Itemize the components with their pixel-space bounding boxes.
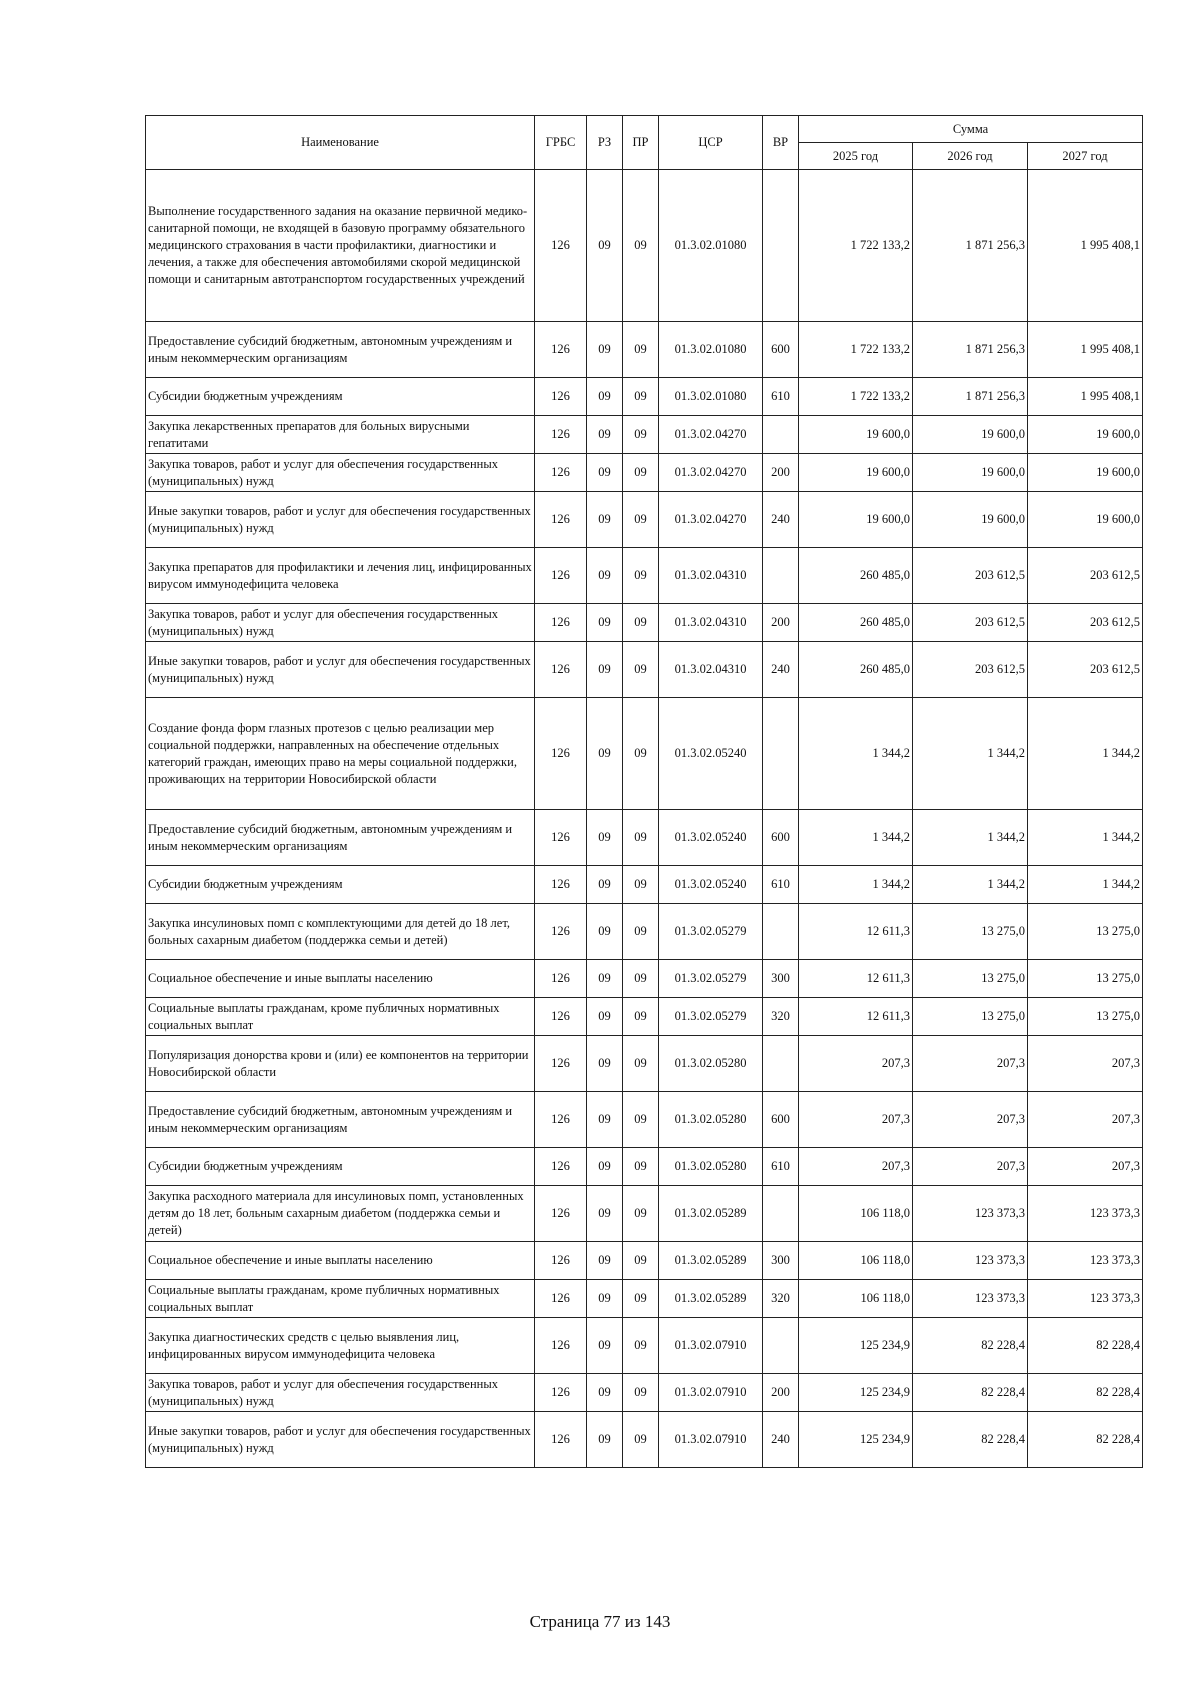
row-rz: 09 [587, 1412, 623, 1468]
row-csr: 01.3.02.05289 [659, 1242, 763, 1280]
row-pr: 09 [623, 904, 659, 960]
row-sum-2027: 203 612,5 [1028, 642, 1143, 698]
row-name: Выполнение государственного задания на оказание первичной медико-санитарной помощи, не входящей в базовую программу обязательного медицинского страхования в части профилактики, диагностики и лечения, а также для обеспечения автомобилями скорой медицинской помощи и санитарным автотранспортом государственных учреждений [146, 170, 535, 322]
header-sum: Сумма [799, 116, 1143, 143]
row-sum-2026: 1 871 256,3 [913, 378, 1028, 416]
row-name: Закупка инсулиновых помп с комплектующими для детей до 18 лет, больных сахарным диабетом (поддержка семьи и детей) [146, 904, 535, 960]
row-name: Социальное обеспечение и иные выплаты населению [146, 960, 535, 998]
table-row [146, 170, 1143, 322]
row-sum-2025: 19 600,0 [799, 454, 913, 492]
row-pr: 09 [623, 170, 659, 322]
row-rz: 09 [587, 416, 623, 454]
row-sum-2027: 1 344,2 [1028, 698, 1143, 810]
row-vr: 200 [763, 454, 799, 492]
row-pr: 09 [623, 1318, 659, 1374]
row-csr: 01.3.02.01080 [659, 378, 763, 416]
row-sum-2025: 125 234,9 [799, 1412, 913, 1468]
row-csr: 01.3.02.04270 [659, 492, 763, 548]
row-sum-2027: 82 228,4 [1028, 1412, 1143, 1468]
row-vr: 610 [763, 866, 799, 904]
header-pr: ПР [623, 116, 659, 170]
row-pr: 09 [623, 1092, 659, 1148]
header-2026: 2026 год [913, 143, 1028, 170]
row-csr: 01.3.02.07910 [659, 1374, 763, 1412]
table-row [146, 1280, 1143, 1318]
row-sum-2025: 106 118,0 [799, 1242, 913, 1280]
row-sum-2026: 82 228,4 [913, 1412, 1028, 1468]
row-grbs: 126 [535, 1374, 587, 1412]
row-vr: 300 [763, 1242, 799, 1280]
row-csr: 01.3.02.01080 [659, 170, 763, 322]
row-pr: 09 [623, 378, 659, 416]
row-sum-2026: 207,3 [913, 1092, 1028, 1148]
row-sum-2025: 12 611,3 [799, 904, 913, 960]
header-name: Наименование [146, 116, 535, 170]
row-grbs: 126 [535, 378, 587, 416]
row-sum-2027: 13 275,0 [1028, 998, 1143, 1036]
row-name: Субсидии бюджетным учреждениям [146, 378, 535, 416]
row-sum-2027: 203 612,5 [1028, 604, 1143, 642]
row-sum-2025: 260 485,0 [799, 604, 913, 642]
row-rz: 09 [587, 810, 623, 866]
row-sum-2027: 207,3 [1028, 1092, 1143, 1148]
row-pr: 09 [623, 1412, 659, 1468]
row-csr: 01.3.02.04310 [659, 642, 763, 698]
row-rz: 09 [587, 454, 623, 492]
row-grbs: 126 [535, 1036, 587, 1092]
row-sum-2027: 1 344,2 [1028, 810, 1143, 866]
header-csr: ЦСР [659, 116, 763, 170]
table-row [146, 1374, 1143, 1412]
row-rz: 09 [587, 998, 623, 1036]
row-rz: 09 [587, 866, 623, 904]
row-csr: 01.3.02.04270 [659, 454, 763, 492]
row-rz: 09 [587, 604, 623, 642]
row-grbs: 126 [535, 960, 587, 998]
row-sum-2026: 82 228,4 [913, 1318, 1028, 1374]
row-sum-2025: 1 344,2 [799, 810, 913, 866]
row-pr: 09 [623, 698, 659, 810]
row-sum-2025: 1 722 133,2 [799, 170, 913, 322]
row-rz: 09 [587, 1148, 623, 1186]
table-row [146, 454, 1143, 492]
row-grbs: 126 [535, 866, 587, 904]
row-sum-2026: 123 373,3 [913, 1242, 1028, 1280]
row-grbs: 126 [535, 904, 587, 960]
row-sum-2027: 19 600,0 [1028, 416, 1143, 454]
table-row [146, 604, 1143, 642]
row-pr: 09 [623, 998, 659, 1036]
row-name: Субсидии бюджетным учреждениям [146, 866, 535, 904]
row-sum-2025: 12 611,3 [799, 998, 913, 1036]
row-name: Предоставление субсидий бюджетным, автономным учреждениям и иным некоммерческим организациям [146, 322, 535, 378]
row-grbs: 126 [535, 322, 587, 378]
page-number: Страница 77 из 143 [529, 1612, 671, 1631]
row-sum-2027: 123 373,3 [1028, 1280, 1143, 1318]
table-row [146, 642, 1143, 698]
table-row [146, 548, 1143, 604]
row-sum-2026: 1 871 256,3 [913, 322, 1028, 378]
row-sum-2026: 82 228,4 [913, 1374, 1028, 1412]
row-vr [763, 698, 799, 810]
row-rz: 09 [587, 642, 623, 698]
row-vr: 610 [763, 378, 799, 416]
row-vr: 240 [763, 492, 799, 548]
row-sum-2026: 207,3 [913, 1036, 1028, 1092]
table-row [146, 1092, 1143, 1148]
row-rz: 09 [587, 698, 623, 810]
row-sum-2027: 1 344,2 [1028, 866, 1143, 904]
row-name: Иные закупки товаров, работ и услуг для обеспечения государственных (муниципальных) нужд [146, 642, 535, 698]
row-grbs: 126 [535, 1148, 587, 1186]
row-sum-2025: 207,3 [799, 1148, 913, 1186]
table-row [146, 1148, 1143, 1186]
row-name: Социальное обеспечение и иные выплаты населению [146, 1242, 535, 1280]
row-pr: 09 [623, 548, 659, 604]
row-vr [763, 1036, 799, 1092]
row-vr: 320 [763, 1280, 799, 1318]
row-csr: 01.3.02.07910 [659, 1318, 763, 1374]
row-sum-2026: 1 871 256,3 [913, 170, 1028, 322]
row-rz: 09 [587, 1280, 623, 1318]
row-sum-2027: 203 612,5 [1028, 548, 1143, 604]
row-sum-2026: 203 612,5 [913, 604, 1028, 642]
row-sum-2027: 123 373,3 [1028, 1242, 1143, 1280]
row-sum-2026: 1 344,2 [913, 698, 1028, 810]
row-pr: 09 [623, 866, 659, 904]
row-rz: 09 [587, 322, 623, 378]
row-sum-2026: 1 344,2 [913, 866, 1028, 904]
row-sum-2026: 203 612,5 [913, 548, 1028, 604]
row-vr [763, 170, 799, 322]
row-vr: 600 [763, 1092, 799, 1148]
row-csr: 01.3.02.05280 [659, 1148, 763, 1186]
row-sum-2026: 123 373,3 [913, 1186, 1028, 1242]
row-sum-2026: 207,3 [913, 1148, 1028, 1186]
row-sum-2027: 19 600,0 [1028, 454, 1143, 492]
row-pr: 09 [623, 960, 659, 998]
row-grbs: 126 [535, 998, 587, 1036]
row-csr: 01.3.02.05279 [659, 998, 763, 1036]
header-rz: РЗ [587, 116, 623, 170]
row-sum-2025: 19 600,0 [799, 416, 913, 454]
row-sum-2025: 19 600,0 [799, 492, 913, 548]
row-vr: 600 [763, 810, 799, 866]
row-rz: 09 [587, 492, 623, 548]
row-grbs: 126 [535, 548, 587, 604]
row-name: Иные закупки товаров, работ и услуг для обеспечения государственных (муниципальных) нужд [146, 492, 535, 548]
table-row [146, 1412, 1143, 1468]
row-name: Закупка диагностических средств с целью выявления лиц, инфицированных вирусом иммунодефицита человека [146, 1318, 535, 1374]
row-pr: 09 [623, 1186, 659, 1242]
row-name: Предоставление субсидий бюджетным, автономным учреждениям и иным некоммерческим организациям [146, 810, 535, 866]
header-vr: ВР [763, 116, 799, 170]
row-sum-2027: 1 995 408,1 [1028, 378, 1143, 416]
row-sum-2026: 19 600,0 [913, 454, 1028, 492]
row-rz: 09 [587, 1374, 623, 1412]
row-vr: 240 [763, 1412, 799, 1468]
row-csr: 01.3.02.05279 [659, 904, 763, 960]
row-name: Закупка товаров, работ и услуг для обеспечения государственных (муниципальных) нужд [146, 604, 535, 642]
row-rz: 09 [587, 378, 623, 416]
row-vr: 300 [763, 960, 799, 998]
row-vr: 200 [763, 604, 799, 642]
table-row [146, 810, 1143, 866]
row-pr: 09 [623, 1036, 659, 1092]
row-sum-2025: 1 722 133,2 [799, 322, 913, 378]
row-grbs: 126 [535, 1412, 587, 1468]
row-sum-2025: 207,3 [799, 1036, 913, 1092]
row-grbs: 126 [535, 416, 587, 454]
row-pr: 09 [623, 642, 659, 698]
row-pr: 09 [623, 416, 659, 454]
row-sum-2025: 106 118,0 [799, 1186, 913, 1242]
row-sum-2025: 260 485,0 [799, 548, 913, 604]
row-name: Закупка товаров, работ и услуг для обеспечения государственных (муниципальных) нужд [146, 1374, 535, 1412]
row-grbs: 126 [535, 604, 587, 642]
row-vr [763, 416, 799, 454]
row-grbs: 126 [535, 170, 587, 322]
row-name: Закупка лекарственных препаратов для больных вирусными гепатитами [146, 416, 535, 454]
row-sum-2027: 13 275,0 [1028, 960, 1143, 998]
row-sum-2026: 13 275,0 [913, 960, 1028, 998]
row-rz: 09 [587, 1036, 623, 1092]
budget-table [145, 115, 1143, 1468]
row-sum-2025: 106 118,0 [799, 1280, 913, 1318]
row-name: Создание фонда форм глазных протезов с целью реализации мер социальной поддержки, направленных на обеспечение отдельных категорий граждан, имеющих право на меры социальной поддержки, проживающих на территории Новосибирской области [146, 698, 535, 810]
row-csr: 01.3.02.05240 [659, 810, 763, 866]
table-row [146, 1186, 1143, 1242]
row-sum-2027: 123 373,3 [1028, 1186, 1143, 1242]
row-sum-2027: 82 228,4 [1028, 1374, 1143, 1412]
row-vr: 200 [763, 1374, 799, 1412]
header-2027: 2027 год [1028, 143, 1143, 170]
table-row [146, 866, 1143, 904]
header-2025: 2025 год [799, 143, 913, 170]
row-rz: 09 [587, 904, 623, 960]
row-pr: 09 [623, 810, 659, 866]
row-pr: 09 [623, 1280, 659, 1318]
row-sum-2025: 125 234,9 [799, 1318, 913, 1374]
row-vr [763, 1186, 799, 1242]
row-grbs: 126 [535, 492, 587, 548]
row-sum-2025: 260 485,0 [799, 642, 913, 698]
row-sum-2026: 19 600,0 [913, 416, 1028, 454]
row-csr: 01.3.02.05289 [659, 1186, 763, 1242]
row-grbs: 126 [535, 1242, 587, 1280]
table-body [146, 170, 1143, 1468]
row-sum-2027: 207,3 [1028, 1036, 1143, 1092]
row-csr: 01.3.02.04310 [659, 604, 763, 642]
row-name: Иные закупки товаров, работ и услуг для обеспечения государственных (муниципальных) нужд [146, 1412, 535, 1468]
row-name: Закупка препаратов для профилактики и лечения лиц, инфицированных вирусом иммунодефицита человека [146, 548, 535, 604]
row-pr: 09 [623, 322, 659, 378]
row-grbs: 126 [535, 1186, 587, 1242]
row-vr [763, 548, 799, 604]
row-sum-2025: 207,3 [799, 1092, 913, 1148]
table-header [146, 116, 1143, 170]
row-csr: 01.3.02.05240 [659, 866, 763, 904]
row-grbs: 126 [535, 642, 587, 698]
row-sum-2025: 125 234,9 [799, 1374, 913, 1412]
row-sum-2026: 19 600,0 [913, 492, 1028, 548]
row-rz: 09 [587, 960, 623, 998]
row-csr: 01.3.02.07910 [659, 1412, 763, 1468]
row-pr: 09 [623, 1148, 659, 1186]
row-sum-2027: 19 600,0 [1028, 492, 1143, 548]
row-sum-2025: 1 344,2 [799, 698, 913, 810]
row-pr: 09 [623, 1374, 659, 1412]
row-name: Популяризация донорства крови и (или) ее компонентов на территории Новосибирской области [146, 1036, 535, 1092]
table-row [146, 378, 1143, 416]
row-sum-2025: 1 344,2 [799, 866, 913, 904]
row-name: Социальные выплаты гражданам, кроме публичных нормативных социальных выплат [146, 998, 535, 1036]
row-sum-2026: 1 344,2 [913, 810, 1028, 866]
table-row [146, 416, 1143, 454]
row-sum-2026: 123 373,3 [913, 1280, 1028, 1318]
row-csr: 01.3.02.05279 [659, 960, 763, 998]
row-name: Социальные выплаты гражданам, кроме публичных нормативных социальных выплат [146, 1280, 535, 1318]
row-sum-2027: 82 228,4 [1028, 1318, 1143, 1374]
row-grbs: 126 [535, 1092, 587, 1148]
row-grbs: 126 [535, 454, 587, 492]
row-pr: 09 [623, 492, 659, 548]
row-csr: 01.3.02.04270 [659, 416, 763, 454]
row-vr: 600 [763, 322, 799, 378]
row-csr: 01.3.02.01080 [659, 322, 763, 378]
row-sum-2026: 13 275,0 [913, 998, 1028, 1036]
row-sum-2027: 13 275,0 [1028, 904, 1143, 960]
row-rz: 09 [587, 1242, 623, 1280]
row-vr: 240 [763, 642, 799, 698]
table-row [146, 1242, 1143, 1280]
row-sum-2027: 1 995 408,1 [1028, 170, 1143, 322]
header-grbs: ГРБС [535, 116, 587, 170]
row-pr: 09 [623, 454, 659, 492]
table-row [146, 492, 1143, 548]
table-row [146, 1036, 1143, 1092]
row-name: Закупка расходного материала для инсулиновых помп, установленных детям до 18 лет, больным сахарным диабетом (поддержка семьи и детей) [146, 1186, 535, 1242]
row-name: Субсидии бюджетным учреждениям [146, 1148, 535, 1186]
row-csr: 01.3.02.05240 [659, 698, 763, 810]
row-sum-2026: 203 612,5 [913, 642, 1028, 698]
row-grbs: 126 [535, 810, 587, 866]
row-csr: 01.3.02.05280 [659, 1036, 763, 1092]
row-grbs: 126 [535, 1280, 587, 1318]
row-sum-2026: 13 275,0 [913, 904, 1028, 960]
table-row [146, 322, 1143, 378]
row-name: Закупка товаров, работ и услуг для обеспечения государственных (муниципальных) нужд [146, 454, 535, 492]
row-sum-2025: 1 722 133,2 [799, 378, 913, 416]
row-name: Предоставление субсидий бюджетным, автономным учреждениям и иным некоммерческим организациям [146, 1092, 535, 1148]
row-csr: 01.3.02.04310 [659, 548, 763, 604]
table-row [146, 998, 1143, 1036]
table-row [146, 1318, 1143, 1374]
table-row [146, 698, 1143, 810]
row-rz: 09 [587, 1318, 623, 1374]
row-sum-2027: 1 995 408,1 [1028, 322, 1143, 378]
table-row [146, 904, 1143, 960]
row-sum-2027: 207,3 [1028, 1148, 1143, 1186]
row-vr: 320 [763, 998, 799, 1036]
row-vr [763, 1318, 799, 1374]
row-pr: 09 [623, 1242, 659, 1280]
row-csr: 01.3.02.05289 [659, 1280, 763, 1318]
row-rz: 09 [587, 1092, 623, 1148]
row-vr: 610 [763, 1148, 799, 1186]
table-row [146, 960, 1143, 998]
row-sum-2025: 12 611,3 [799, 960, 913, 998]
row-rz: 09 [587, 548, 623, 604]
row-vr [763, 904, 799, 960]
row-grbs: 126 [535, 1318, 587, 1374]
row-grbs: 126 [535, 698, 587, 810]
row-rz: 09 [587, 170, 623, 322]
row-csr: 01.3.02.05280 [659, 1092, 763, 1148]
row-rz: 09 [587, 1186, 623, 1242]
row-pr: 09 [623, 604, 659, 642]
